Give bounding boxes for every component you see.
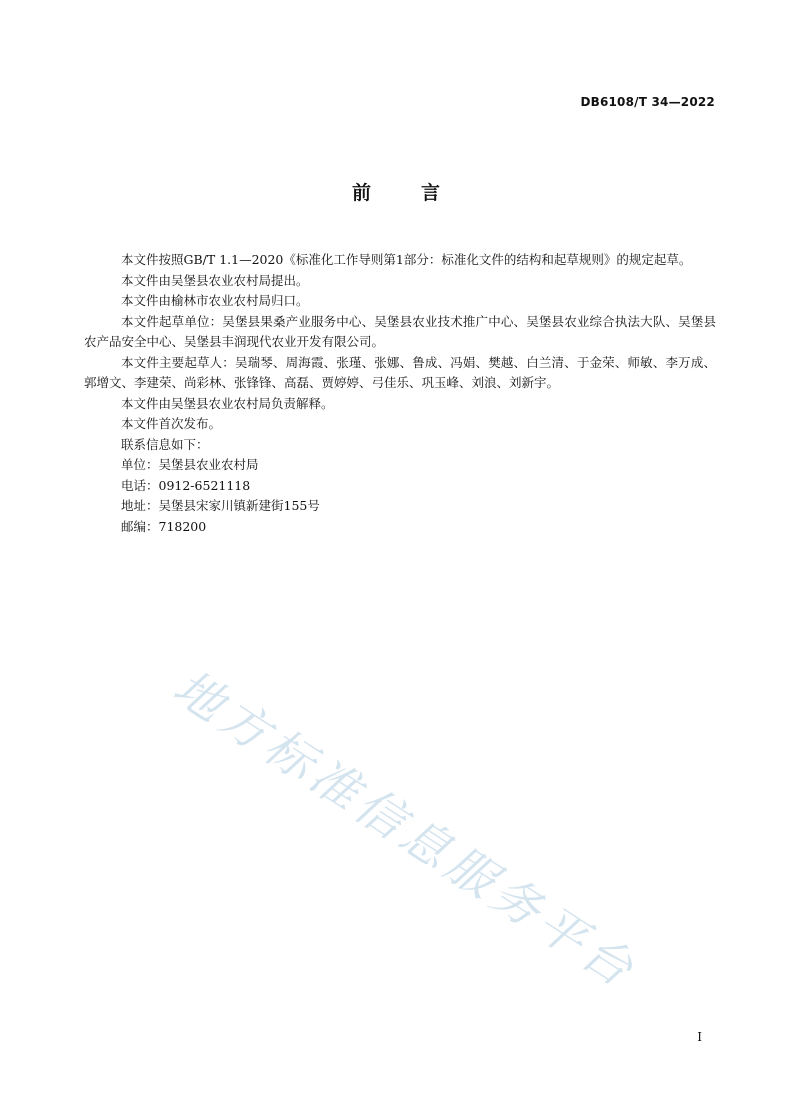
contact-postcode: 邮编：718200	[121, 518, 207, 534]
document-id: DB6108/T 34—2022	[580, 95, 715, 109]
page-number: I	[697, 1030, 702, 1044]
contact-unit: 单位：吴堡县农业农村局	[121, 457, 259, 472]
paragraph-responsible-unit: 本文件由榆林市农业农村局归口。	[121, 293, 309, 308]
page-title	[0, 178, 792, 205]
foreword-body	[84, 250, 716, 537]
paragraph-contact-heading: 联系信息如下：	[121, 436, 209, 452]
contact-address: 地址：吴堡县宋家川镇新建街155号	[121, 498, 320, 513]
paragraph-first-release: 本文件首次发布。	[121, 416, 222, 431]
contact-phone: 电话：0912-6521118	[121, 477, 251, 493]
paragraph-standard-basis: 本文件按照GB/T 1.1—2020《标准化工作导则第1部分：标准化文件的结构和起草规则》的规定起草。	[121, 252, 692, 267]
paragraph-interpretation: 本文件由吴堡县农业农村局负责解释。	[121, 395, 334, 411]
title-char-2: 言	[421, 182, 441, 204]
title-char-1: 前	[351, 182, 371, 204]
watermark: 地方标准信息服务平台	[163, 659, 647, 1001]
paragraph-drafting-units: 本文件起草单位：吴堡县果桑产业服务中心、吴堡县农业技术推广中心、吴堡县农业综合执法大队、吴堡县农产品安全中心、吴堡县丰润现代农业开发有限公司。	[84, 313, 716, 349]
paragraph-proposer: 本文件由吴堡县农业农村局提出。	[121, 272, 309, 288]
paragraph-drafters: 本文件主要起草人：吴瑞琴、周海霞、张瑾、张娜、鲁成、冯娟、樊越、白兰清、于金荣、师敏、李万成、郭增文、李建荣、尚彩林、张锋锋、高磊、贾婷婷、弓佳乐、巩玉峰、刘浪、刘新宇。	[84, 354, 716, 390]
